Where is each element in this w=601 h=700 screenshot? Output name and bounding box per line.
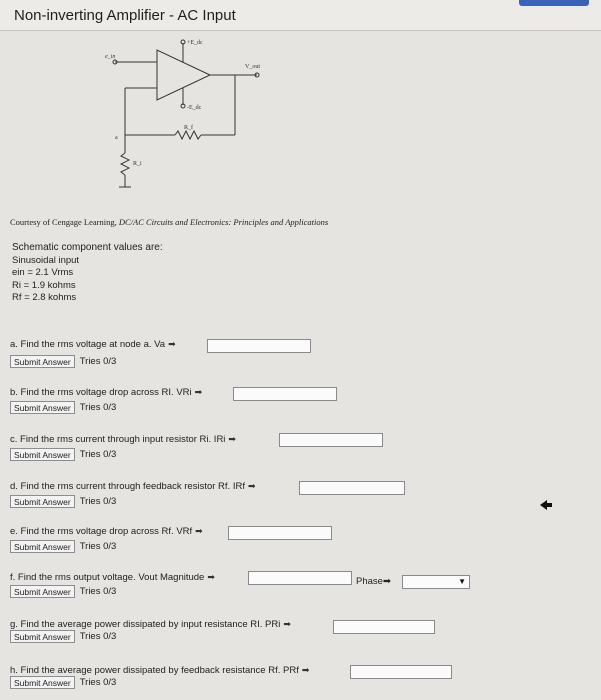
submit-answer-b-button[interactable]: Submit Answer: [10, 401, 75, 414]
answer-c-input[interactable]: [279, 433, 383, 447]
arrow-icon: ➡: [283, 619, 291, 629]
submit-answer-c-button[interactable]: Submit Answer: [10, 448, 75, 461]
question-g-controls: [10, 630, 116, 643]
submit-answer-a-button[interactable]: Submit Answer: [10, 355, 75, 368]
tries-b: Tries 0/3: [79, 402, 117, 413]
question-h-text: h. Find the average power dissipated by feedback resistance Rf. PRf: [10, 665, 299, 676]
question-c-controls: [10, 448, 116, 461]
arrow-icon: ➡: [228, 434, 236, 444]
credit-book-title: DC/AC Circuits and Electronics: Principles and Applications: [118, 217, 329, 227]
node-a-label: a: [115, 135, 118, 141]
question-d: [10, 481, 259, 492]
submit-answer-f-button[interactable]: Submit Answer: [10, 585, 75, 598]
arrow-icon: ➡: [195, 526, 203, 536]
window-tab-indicator: [519, 0, 589, 6]
arrow-icon: ➡: [301, 665, 310, 675]
non-inverting-amplifier-schematic: [95, 35, 295, 195]
rf-value: Rf = 2.8 kohms: [12, 292, 77, 303]
page-title: Non-inverting Amplifier - AC Input: [14, 7, 236, 24]
tries-f: Tries 0/3: [79, 586, 117, 597]
feedback-resistor-rf: [175, 131, 201, 139]
positive-supply-label: +E_dc: [187, 40, 203, 46]
question-c-text: c. Find the rms current through input resistor Ri. IRi: [10, 434, 226, 445]
question-g-text: g. Find the average power dissipated by input resistance RI. PRi: [10, 619, 281, 630]
question-e-text: e. Find the rms voltage drop across Rf. VRf: [10, 526, 193, 537]
question-d-text: d. Find the rms current through feedback resistor Rf. IRf: [10, 481, 245, 492]
question-a-controls: [10, 355, 116, 368]
arrow-icon: ➡: [247, 481, 256, 491]
tries-h: Tries 0/3: [79, 677, 117, 688]
question-f-text: f. Find the rms output voltage. Vout Magnitude: [10, 572, 205, 583]
question-b: [10, 387, 205, 398]
question-h-controls: [10, 676, 116, 689]
arrow-icon: ➡: [382, 576, 391, 587]
submit-answer-d-button[interactable]: Submit Answer: [10, 495, 75, 508]
values-heading: Schematic component values are:: [12, 242, 163, 253]
ein-value: ein = 2.1 Vrms: [12, 267, 74, 278]
answer-h-input[interactable]: [350, 665, 452, 679]
rf-label: R_f: [184, 125, 193, 131]
problem-content: [0, 30, 601, 700]
question-a: [10, 339, 179, 350]
tries-d: Tries 0/3: [79, 496, 117, 507]
submit-answer-h-button[interactable]: Submit Answer: [10, 676, 75, 689]
question-f: [10, 572, 218, 583]
image-credit: [10, 217, 328, 227]
ri-value: Ri = 1.9 kohms: [12, 279, 76, 291]
question-e-controls: [10, 540, 116, 553]
tries-g: Tries 0/3: [79, 631, 117, 642]
arrow-icon: ➡: [168, 339, 176, 349]
ein-label: e_in: [105, 54, 116, 60]
chevron-down-icon: ▼: [458, 577, 466, 586]
answer-f-magnitude-input[interactable]: [248, 571, 352, 585]
submit-answer-g-button[interactable]: Submit Answer: [10, 630, 75, 643]
question-b-text: b. Find the rms voltage drop across RI. VRi: [10, 387, 192, 398]
input-resistor-ri: [121, 153, 129, 175]
ri-label: R_i: [133, 161, 142, 167]
question-f-controls: [10, 585, 116, 598]
question-d-controls: [10, 495, 116, 508]
question-h: [10, 665, 312, 676]
answer-d-input[interactable]: [299, 481, 405, 495]
component-values: [12, 242, 163, 305]
phase-dropdown[interactable]: [402, 575, 470, 589]
credit-prefix: Courtesy of Cengage Learning,: [10, 217, 119, 227]
negative-supply-label: -E_dc: [187, 105, 202, 111]
title-bar: [0, 0, 601, 31]
submit-answer-e-button[interactable]: Submit Answer: [10, 540, 75, 553]
tries-a: Tries 0/3: [79, 356, 117, 367]
question-a-text: a. Find the rms voltage at node a. Va: [10, 339, 166, 350]
vout-label: V_out: [245, 64, 260, 70]
answer-g-input[interactable]: [333, 620, 435, 634]
arrow-icon: ➡: [194, 387, 203, 397]
phase-label: Phase➡: [356, 576, 391, 587]
tries-c: Tries 0/3: [79, 449, 117, 460]
input-type: Sinusoidal input: [12, 254, 80, 266]
arrow-icon: ➡: [207, 572, 215, 582]
question-c: [10, 434, 239, 445]
question-b-controls: [10, 401, 116, 414]
answer-b-input[interactable]: [233, 387, 337, 401]
tries-e: Tries 0/3: [79, 541, 117, 552]
answer-a-input[interactable]: [207, 339, 311, 353]
answer-e-input[interactable]: [228, 526, 332, 540]
question-g: [10, 619, 294, 630]
question-e: [10, 526, 206, 537]
mouse-cursor-icon: [540, 500, 552, 510]
